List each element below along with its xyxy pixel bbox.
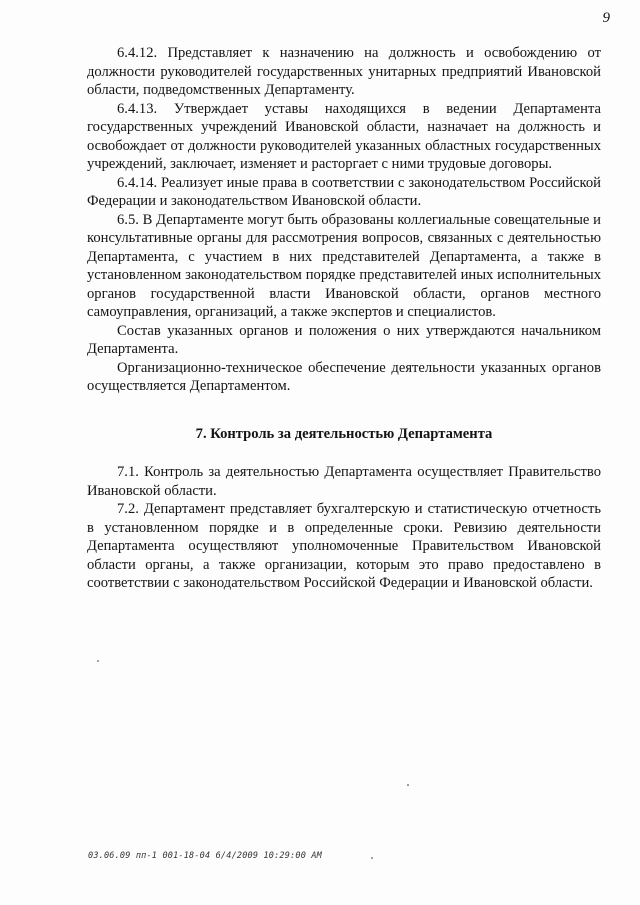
bodies-support-paragraph: Организационно-техническое обеспечение деятельности указанных органов осуществляется Департаментом.: [87, 359, 601, 394]
clause-6-4-12: 6.4.12. Представляет к назначению на должность и освобождению от должности руководителей государственных унитарных предприятий Ивановской области, подведомственных Департаменту.: [87, 45, 601, 98]
scan-speck: [97, 660, 99, 662]
section-7-title: 7. Контроль за деятельностью Департамента: [195, 425, 493, 442]
clause-6-5: 6.5. В Департаменте могут быть образованы коллегиальные совещательные и консультативные органы для рассмотрения вопросов, связанных с деятельностью Департамента, с участием в них представителей Департамента, а также в установленном законодательством порядке представителей иных исполнительных органов государственной власти Ивановской области, органов местного самоуправления, организаций, а также экспертов и специалистов.: [87, 211, 601, 320]
document-body: [87, 44, 601, 593]
scan-speck: [371, 857, 373, 859]
scan-speck: [407, 784, 409, 786]
clause-6-4-14: 6.4.14. Реализует иные права в соответствии с законодательством Российской Федерации и законодательством Ивановской области.: [87, 174, 601, 209]
clause-7-2: 7.2. Департамент представляет бухгалтерскую и статистическую отчетность в установленном порядке и в определенные сроки. Ревизию деятельности Департамента осуществляют уполномоченные Правительством Ивановской области органы, а также организации, которым это право предоставлено в соответствии с законодательством Российской Федерации и Ивановской области.: [87, 501, 601, 591]
bodies-composition-paragraph: Состав указанных органов и положения о них утверждаются начальником Департамента.: [87, 322, 601, 357]
clause-6-4-13: 6.4.13. Утверждает уставы находящихся в ведении Департамента государственных учреждений Ивановской области, назначает на должность и освобождает от должности руководителей указанных областных государственных учреждений, заключает, изменяет и расторгает с ними трудовые договоры.: [87, 100, 601, 172]
fax-footer-stamp: 03.06.09 пп-1 001-18-04 6/4/2009 10:29:00 AM: [88, 851, 322, 861]
clause-7-1: 7.1. Контроль за деятельностью Департамента осуществляет Правительство Ивановской области.: [87, 464, 601, 499]
page-number: 9: [602, 10, 610, 26]
